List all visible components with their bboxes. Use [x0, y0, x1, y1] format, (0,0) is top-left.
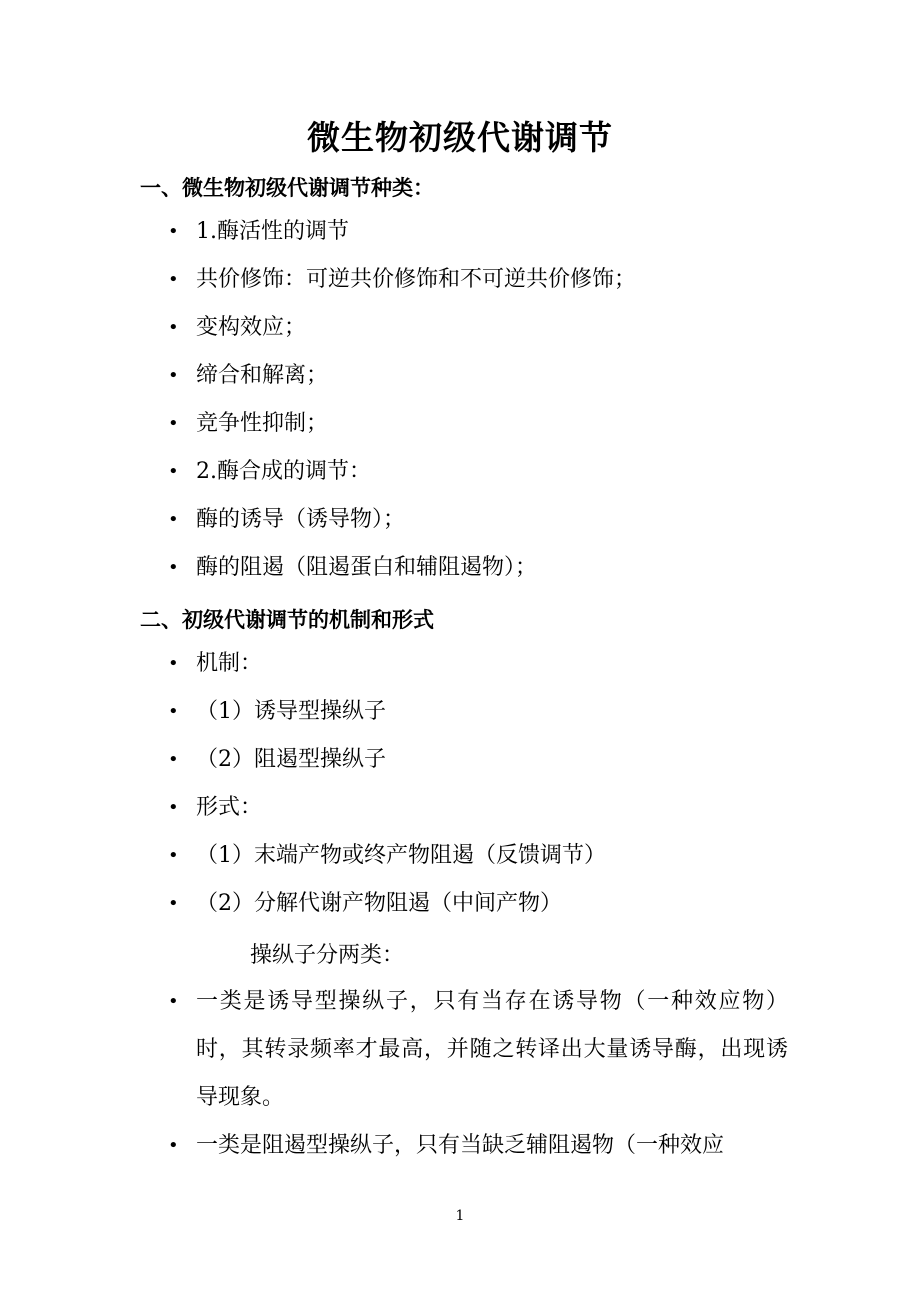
page-number: 1: [455, 1208, 465, 1224]
section-heading-mechanism: 二、初级代谢调节的机制和形式: [140, 607, 434, 632]
list-item-text: 一类是诱导型操纵子，只有当存在诱导物（一种效应物）时，其转录频率才最高，并随之转译出大量诱导酶，出现诱导现象。: [196, 989, 788, 1110]
mechanism-list: [0, 640, 920, 928]
list-item: [0, 208, 920, 256]
operon-subnote: 操纵子分两类：: [250, 943, 405, 968]
bullet-icon: •: [168, 557, 179, 578]
bullet-icon: •: [168, 413, 179, 434]
list-item-text: 酶的阻遏（阻遏蛋白和辅阻遏物）；: [196, 555, 538, 580]
bullet-icon: •: [168, 221, 179, 242]
list-item-text: 一类是阻遏型操纵子，只有当缺乏辅阻遏物（一种效应: [196, 1133, 725, 1158]
list-item-text: 变构效应；: [196, 315, 307, 340]
bullet-icon: •: [168, 701, 179, 722]
list-item: [0, 304, 920, 352]
bullet-icon: •: [168, 797, 179, 818]
list-item: [0, 496, 920, 544]
section-heading-types: 一、微生物初级代谢调节种类：: [140, 175, 434, 200]
list-item-text: 共价修饰：可逆共价修饰和不可逆共价修饰；: [196, 267, 637, 292]
list-item-text: 酶的诱导（诱导物）；: [196, 507, 406, 532]
bullet-icon: •: [168, 365, 179, 386]
list-item-text: 竞争性抑制；: [196, 411, 329, 436]
bullet-icon: •: [168, 317, 179, 338]
list-item-text: （1）诱导型操纵子: [196, 699, 386, 724]
list-item-text: 机制：: [196, 651, 263, 676]
bullet-icon: •: [168, 991, 179, 1012]
list-item-text: 2.酶合成的调节：: [196, 459, 371, 484]
list-item: [0, 880, 920, 928]
list-item: [0, 352, 920, 400]
list-item-text: （2）分解代谢产物阻遏（中间产物）: [196, 891, 562, 916]
bullet-icon: •: [168, 1135, 179, 1156]
bullet-icon: •: [168, 749, 179, 770]
document-title: 微生物初级代谢调节: [307, 118, 613, 157]
list-item: [0, 400, 920, 448]
list-item: [0, 640, 920, 688]
list-item: [0, 1122, 920, 1170]
bullet-icon: •: [168, 845, 179, 866]
list-item-text: （2）阻遏型操纵子: [196, 747, 386, 772]
list-item: [0, 688, 920, 736]
list-item-text: 缔合和解离；: [196, 363, 329, 388]
list-item: [0, 978, 920, 1122]
list-item: [0, 544, 920, 592]
list-item: [0, 256, 920, 304]
bullet-icon: •: [168, 269, 179, 290]
list-item-text: 1.酶活性的调节: [196, 219, 349, 244]
types-list: [0, 208, 920, 592]
list-item-text: 形式：: [196, 795, 263, 820]
operon-types-list: [0, 978, 920, 1170]
bullet-icon: •: [168, 893, 179, 914]
list-item: [0, 832, 920, 880]
list-item: [0, 448, 920, 496]
list-item: [0, 784, 920, 832]
bullet-icon: •: [168, 461, 179, 482]
list-item: [0, 736, 920, 784]
bullet-icon: •: [168, 509, 179, 530]
list-item-text: （1）末端产物或终产物阻遏（反馈调节）: [196, 843, 606, 868]
bullet-icon: •: [168, 653, 179, 674]
